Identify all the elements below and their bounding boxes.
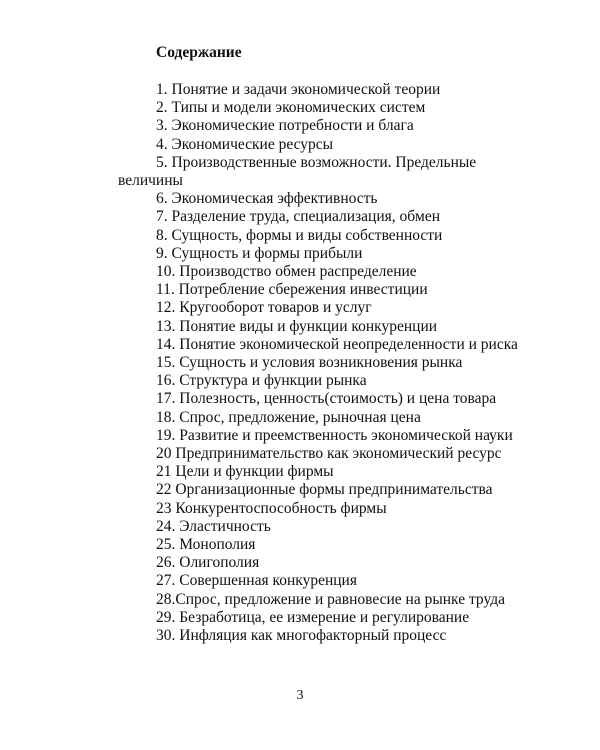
toc-item: 16. Структура и функции рынка [156,372,367,390]
page-number: 3 [296,688,304,703]
toc-item: 21 Цели и функции фирмы [156,463,334,481]
toc-item: 15. Сущность и условия возникновения рынка [156,354,463,372]
toc-item: 7. Разделение труда, специализация, обмен [156,208,440,226]
toc-item: 13. Понятие виды и функции конкуренции [156,317,438,335]
toc-item: 5. Производственные возможности. Предельные величины [118,153,477,190]
toc-item: 9. Сущность и формы прибыли [156,244,363,262]
toc-item: 3. Экономические потребности и блага [156,117,414,135]
toc-item: 23 Конкурентоспособность фирмы [156,499,387,517]
toc-item: 10. Производство обмен распределение [156,263,417,281]
toc-item: 30. Инфляция как многофакторный процесс [156,627,447,645]
toc-item: 2. Типы и модели экономических систем [156,99,426,117]
toc-item: 17. Полезность, ценность(стоимость) и цена товара [156,390,497,408]
toc-item: 8. Сущность, формы и виды собственности [156,226,443,244]
toc-item: 1. Понятие и задачи экономической теории [156,81,441,98]
toc-item: 6. Экономическая эффективность [156,190,378,208]
toc-item: 12. Кругооборот товаров и услуг [156,299,372,317]
toc-heading: Содержание [156,44,242,61]
toc-item: 29. Безработица, ее измерение и регулирование [156,608,470,626]
toc-item: 22 Организационные формы предпринимательства [156,481,493,499]
toc-item: 19. Развитие и преемственность экономической науки [156,426,513,444]
toc-item: 14. Понятие экономической неопределенности и риска [156,335,518,353]
toc-item: 24. Эластичность [156,517,271,535]
toc-item: 18. Спрос, предложение, рыночная цена [156,408,421,426]
toc-item: 26. Олигополия [156,554,260,572]
toc-item: 28.Спрос, предложение и равновесие на рынке труда [156,590,505,608]
toc-item: 20 Предпринимательство как экономический ресурс [156,445,502,463]
toc-item: 4. Экономические ресурсы [156,135,334,153]
toc-item: 11. Потребление сбережения инвестиции [156,281,428,299]
table-of-contents [118,81,518,645]
toc-item: 25. Монополия [156,536,256,554]
toc-item: 27. Совершенная конкуренция [156,572,357,590]
